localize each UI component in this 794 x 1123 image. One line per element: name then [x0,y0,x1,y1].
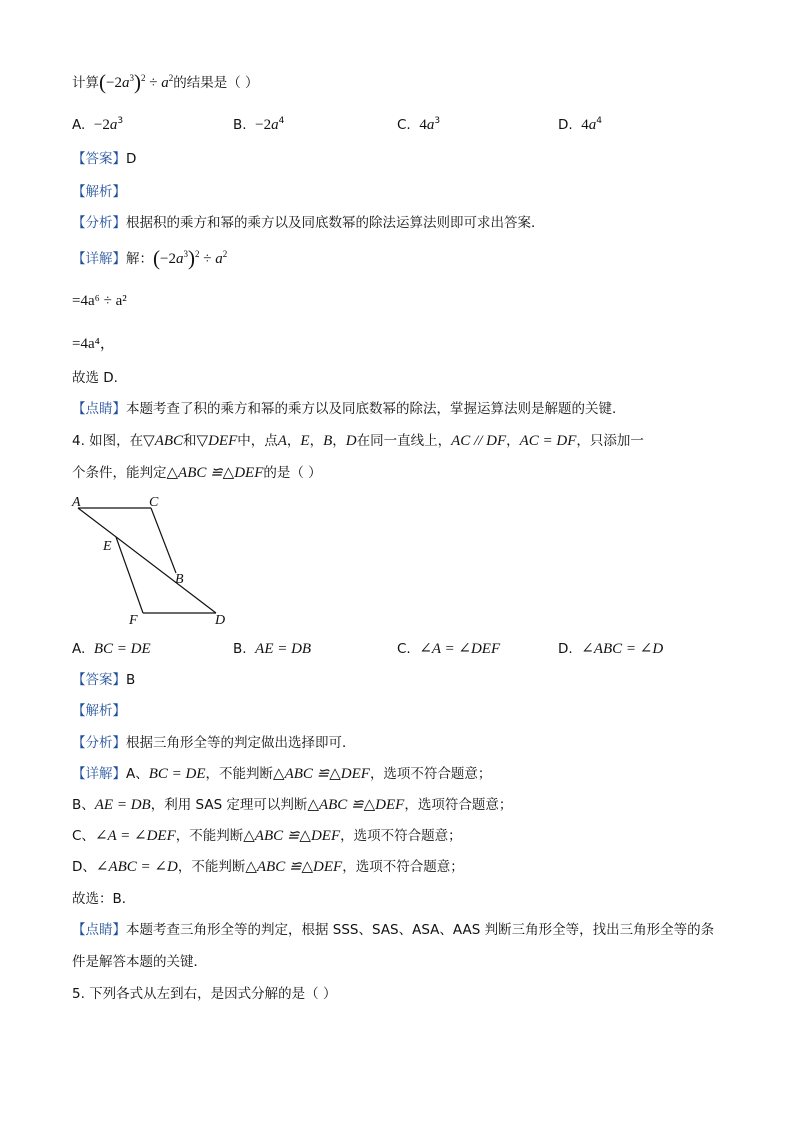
q4-detail-row-a: 【详解】A、BC = DE，不能判断△ABC ≌△DEF，选项不符合题意； [72,766,492,782]
q3-jiexi: 【解析】 [72,184,126,200]
q4-jiexi: 【解析】 [72,703,126,719]
q4-stem-line-1: 4. 如图，在▽ABC和▽DEF中，点A，E，B，D在同一直线上，AC // DF，AC = DF，只添加一 [72,433,644,449]
q3-answer: 【答案】D [72,151,137,167]
label-d: D [215,613,226,628]
segment-ef [116,537,143,613]
q3-expression: $(-2a^3)^2 \div a^2$ [99,70,174,94]
q3-option-c: C. $4a^3$ [397,116,441,133]
q3-xiangjie: 【详解】解：$(-2a^3)^2 \div a^2$ [72,246,228,270]
label-e: E [103,539,112,554]
q3-dianjing: 【点睛】本题考查了积的乘方和幂的乘方以及同底数幂的除法，掌握运算法则是解题的关键. [72,401,617,417]
q3-step-2: =4a⁴， [72,336,115,352]
q4-dianjing-line-2: 件是解答本题的关键． [72,954,207,970]
q3-conclude: 故选 D. [72,370,118,386]
segment-ad [78,508,216,613]
q4-option-c: C. ∠A = ∠DEF [397,641,501,657]
q4-option-b: B. AE = DB [233,641,312,657]
q4-guxuan: 故选：B． [72,891,136,907]
q4-fenxi: 【分析】根据三角形全等的判定做出选择即可． [72,735,356,751]
q4-dianjing-line-1: 【点睛】本题考查三角形全等的判定，根据 SSS、SAS、ASA、AAS 判断三角形全等，找出三角形全等的条 [72,922,715,938]
q3-fenxi: 【分析】根据积的乘方和幂的乘方以及同底数幂的除法运算法则即可求出答案． [72,215,545,231]
q4-option-d: D. ∠ABC = ∠D [558,641,664,657]
q4-stem-line-2: 个条件，能判定△ABC ≌△DEF的是（ ） [72,465,322,481]
q3-option-a: A. $-2a^3$ [72,116,124,133]
q3-step-1: =4a⁶ ÷ a² [72,293,127,309]
q4-geometry-figure [60,490,250,630]
segment-cb [151,508,176,573]
q3-option-d: D. $4a^4$ [558,116,603,133]
label-c: C [149,495,159,510]
label-a: A [72,495,81,510]
q3-stem: 计算$(-2a^3)^2 \div a^2$的结果是（ ） [72,70,259,94]
q5-stem: 5. 下列各式从左到右，是因式分解的是（ ） [72,986,337,1002]
label-f: F [129,613,138,628]
q4-detail-row-d: D、∠ABC = ∠D，不能判断△ABC ≌△DEF，选项不符合题意； [72,859,464,875]
q4-option-a: A. BC = DE [72,641,151,657]
q4-answer: 【答案】B [72,672,136,688]
q4-detail-row-b: B、AE = DB，利用 SAS 定理可以判断△ABC ≌△DEF，选项符合题意； [72,797,513,813]
q3-option-b: B. $-2a^4$ [233,116,285,133]
q4-detail-row-c: C、∠A = ∠DEF，不能判断△ABC ≌△DEF，选项不符合题意； [72,828,462,844]
label-b: B [175,572,184,587]
